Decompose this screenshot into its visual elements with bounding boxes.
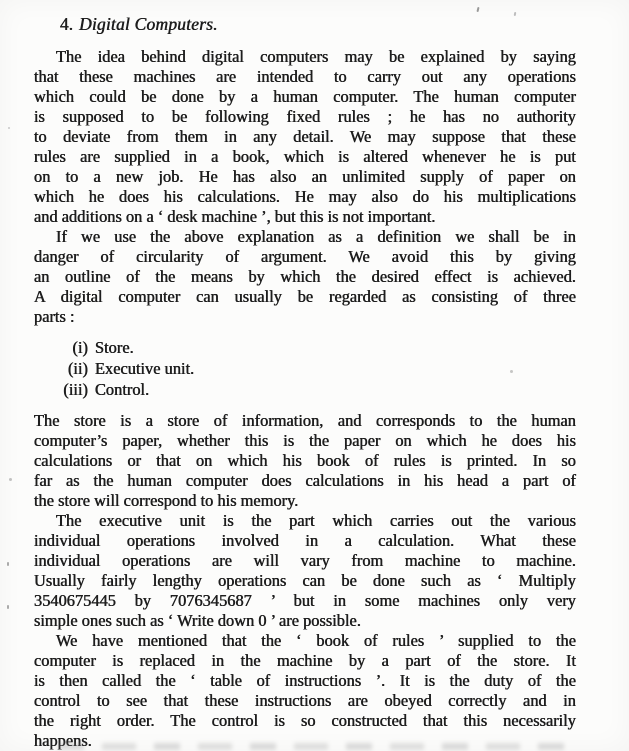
paragraph <box>34 47 576 227</box>
section-number: 4. <box>60 14 74 34</box>
text-line: 3540675445 by 7076345687 ’ but in some machines only very <box>34 591 576 610</box>
list-item <box>34 358 576 379</box>
text-column <box>34 14 576 751</box>
text-line: danger of circularity of argument. We avoid this by giving <box>34 247 576 266</box>
roman-numeral-list <box>34 337 576 400</box>
text-line: individual operations involved in a calculation. What these <box>34 531 576 550</box>
text-line: calculations or that on which his book of rules is printed. In so <box>34 451 576 470</box>
text-line: far as the human computer does calculations in his head a part of <box>34 471 576 490</box>
text-line: Usually fairly lengthy operations can be done such as ‘ Multiply <box>34 571 576 590</box>
text-line: happens. <box>34 731 92 750</box>
scan-speck <box>8 127 10 129</box>
text-line: the store will correspond to his memory. <box>34 491 299 510</box>
text-line: on to a new job. He has also an unlimited supply of paper on <box>34 167 576 186</box>
text-line: computer’s paper, whether this is the paper on which he does his <box>34 431 576 450</box>
text-line: rules are supplied in a book, which is altered whenever he is put <box>34 147 576 166</box>
list-item-label: Control. <box>95 380 150 399</box>
text-line: We have mentioned that the ‘ book of rules ’ supplied to the <box>56 631 576 650</box>
text-line: an outline of the means by which the desired effect is achieved. <box>34 267 576 286</box>
text-line: parts : <box>34 307 75 326</box>
list-item-marker: (iii) <box>63 380 88 399</box>
text-line: If we use the above explanation as a definition we shall be in <box>56 227 576 246</box>
text-line: which could be done by a human computer. The human computer <box>34 87 576 106</box>
cropped-next-line-ghost <box>58 743 568 750</box>
text-line: simple ones such as ‘ Write down 0 ’ are possible. <box>34 611 361 630</box>
paragraph <box>34 227 576 327</box>
paragraph <box>34 511 576 631</box>
list-item-label: Executive unit. <box>95 359 195 378</box>
text-blocks <box>34 47 576 751</box>
scan-speck <box>7 605 9 609</box>
text-line: control to see that these instructions are obeyed correctly and in <box>34 691 576 710</box>
text-line: The executive unit is the part which carries out the various <box>56 511 576 530</box>
text-line: the right order. The control is so constructed that this necessarily <box>34 711 576 730</box>
section-heading <box>60 14 576 34</box>
text-line: A digital computer can usually be regarded as consisting of three <box>34 287 576 306</box>
text-line: The idea behind digital computers may be explained by saying <box>56 47 576 66</box>
list-item <box>34 337 576 358</box>
list-item-marker: (i) <box>72 338 88 357</box>
list-item-marker: (ii) <box>67 359 88 378</box>
paragraph <box>34 411 576 511</box>
section-title: Digital Computers. <box>79 14 218 34</box>
scan-speck <box>476 7 479 12</box>
text-line: is then called the ‘ table of instructions ’. It is the duty of the <box>34 671 576 690</box>
scan-speck <box>510 370 513 373</box>
paragraph <box>34 631 576 751</box>
text-line: The store is a store of information, and corresponds to the human <box>34 411 576 430</box>
scan-speck <box>7 562 9 566</box>
scan-speck <box>9 478 12 481</box>
text-line: which he does his calculations. He may also do his multiplications <box>34 187 576 206</box>
text-line: that these machines are intended to carry out any operations <box>34 67 576 86</box>
list-item-label: Store. <box>95 338 134 357</box>
text-line: to deviate from them in any detail. We may suppose that these <box>34 127 576 146</box>
list-item <box>34 379 576 400</box>
text-line: and additions on a ‘ desk machine ’, but this is not important. <box>34 207 436 226</box>
text-line: is supposed to be following fixed rules ; he has no authority <box>34 107 576 126</box>
text-line: computer is replaced in the machine by a part of the store. It <box>34 651 576 670</box>
text-line: individual operations are will vary from machine to machine. <box>34 551 576 570</box>
